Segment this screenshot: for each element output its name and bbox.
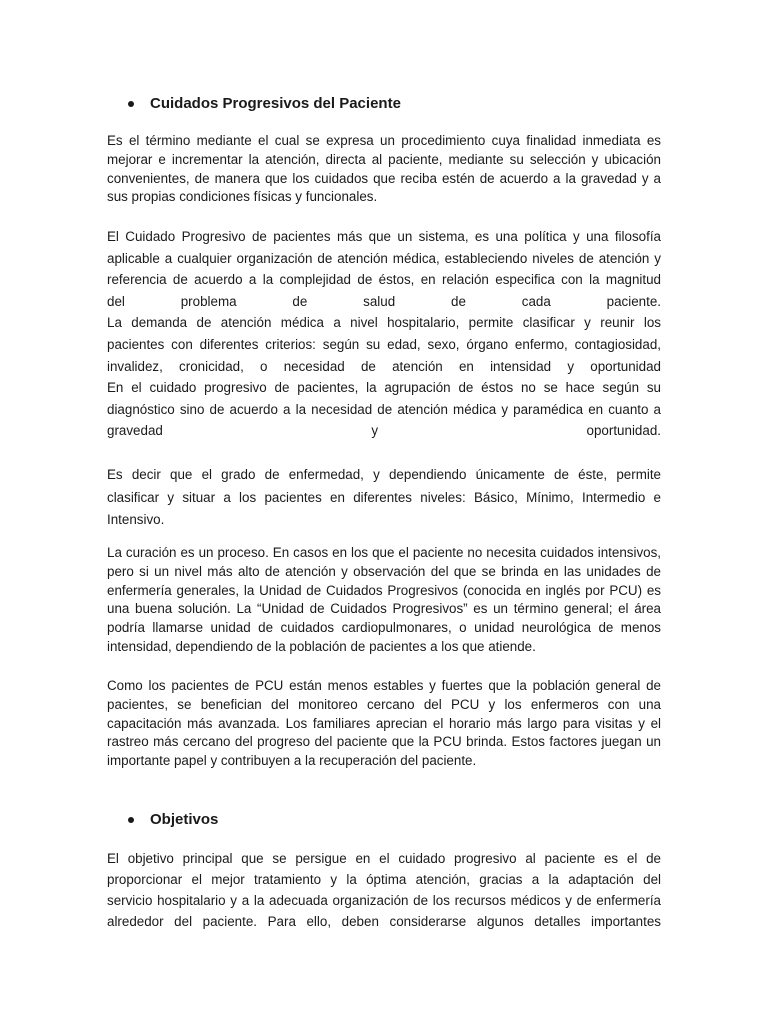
text-line: La demanda de atención médica a nivel hospitalario, permite clasificar y reunir los (107, 315, 661, 331)
text-line: diagnóstico sino de acuerdo a la necesidad de atención médica y paramédica en cuanto a (107, 401, 661, 417)
text-line: aplicable a cualquier organización de atención médica, estableciendo niveles de atención y (107, 250, 661, 266)
text-line: sus propias condiciones físicas y funcionales. (107, 189, 378, 205)
text-line: enfermería generales, la Unidad de Cuidados Progresivos (conocida en inglés por PCU) es (107, 582, 661, 598)
paragraph-cuidado-progresivo (107, 226, 661, 442)
text-line: El Cuidado Progresivo de pacientes más que un sistema, es una política y una filosofía (107, 229, 661, 244)
text-line: servicio hospitalario y a la adecuada organización de los recursos médicos y de enfermería (107, 893, 661, 908)
heading-text: Cuidados Progresivos del Paciente (150, 95, 401, 112)
text-line: pacientes, se benefician del monitoreo cercano del PCU y los enfermeros con una (107, 696, 661, 712)
bullet-icon (128, 101, 134, 107)
text-line: capacitación más avanzada. Los familiares aprecian el horario más largo para visitas y el (107, 715, 661, 731)
paragraph-curacion (107, 544, 661, 657)
paragraph-definition (107, 132, 661, 207)
text-line: gravedad y oportunidad. (107, 423, 661, 439)
section-heading-objetivos (128, 811, 218, 829)
text-line: pacientes con diferentes criterios: según su edad, sexo, órgano enfermo, contagiosidad, (107, 336, 661, 352)
text-line: pero si un nivel más alto de atención y observación del que se brinda en las unidades de (107, 563, 661, 579)
text-line: Es el término mediante el cual se expresa un procedimiento cuya finalidad inmediata es (107, 133, 661, 148)
text-line: proporcionar el mejor tratamiento y la óptima atención, gracias a la adaptación del (107, 872, 661, 887)
text-line: intensidad, dependiendo de la población de pacientes a los que atiende. (107, 638, 536, 654)
text-line: importante papel y contribuyen a la recuperación del paciente. (107, 753, 477, 769)
paragraph-pcu (107, 677, 661, 771)
heading-text: Objetivos (150, 811, 219, 828)
text-line: mejorar e incrementar la atención, directa al paciente, mediante su selección y ubicación (107, 151, 661, 167)
text-line: clasificar y situar a los pacientes en diferentes niveles: Básico, Mínimo, Intermedio e (107, 489, 661, 505)
text-line: invalidez, cronicidad, o necesidad de atención en intensidad y oportunidad (107, 358, 661, 374)
text-line: En el cuidado progresivo de pacientes, la agrupación de éstos no se hace según su (107, 380, 661, 396)
text-line: rastreo más cercano del progreso del paciente que la PCU brinda. Estos factores juegan un (107, 734, 661, 750)
text-line: La curación es un proceso. En casos en los que el paciente no necesita cuidados intensivos, (107, 545, 661, 560)
text-line: Es decir que el grado de enfermedad, y dependiendo únicamente de éste, permite (107, 467, 661, 482)
text-line: Intensivo. (107, 512, 165, 527)
text-line: El objetivo principal que se persigue en el cuidado progresivo al paciente es el de (107, 851, 661, 866)
bullet-icon (128, 817, 134, 823)
text-line: Como los pacientes de PCU están menos estables y fuertes que la población general de (107, 678, 661, 693)
text-line: del problema de salud de cada paciente. (107, 293, 661, 309)
section-heading-cuidados (128, 95, 401, 113)
text-line: referencia de acuerdo a la complejidad de éstos, en relación especifica con la magnitud (107, 272, 661, 288)
paragraph-grado-enfermedad (107, 464, 661, 532)
text-line: una buena solución. La “Unidad de Cuidados Progresivos” es un término general; el área (107, 601, 661, 617)
paragraph-objetivo (107, 848, 661, 932)
text-line: podría llamarse unidad de cuidados cardiopulmonares, o unidad neurológica de menos (107, 620, 661, 636)
text-line: alrededor del paciente. Para ello, deben considerarse algunos detalles importantes (107, 914, 661, 929)
text-line: convenientes, de manera que los cuidados que reciba estén de acuerdo a la gravedad y a (107, 170, 661, 186)
